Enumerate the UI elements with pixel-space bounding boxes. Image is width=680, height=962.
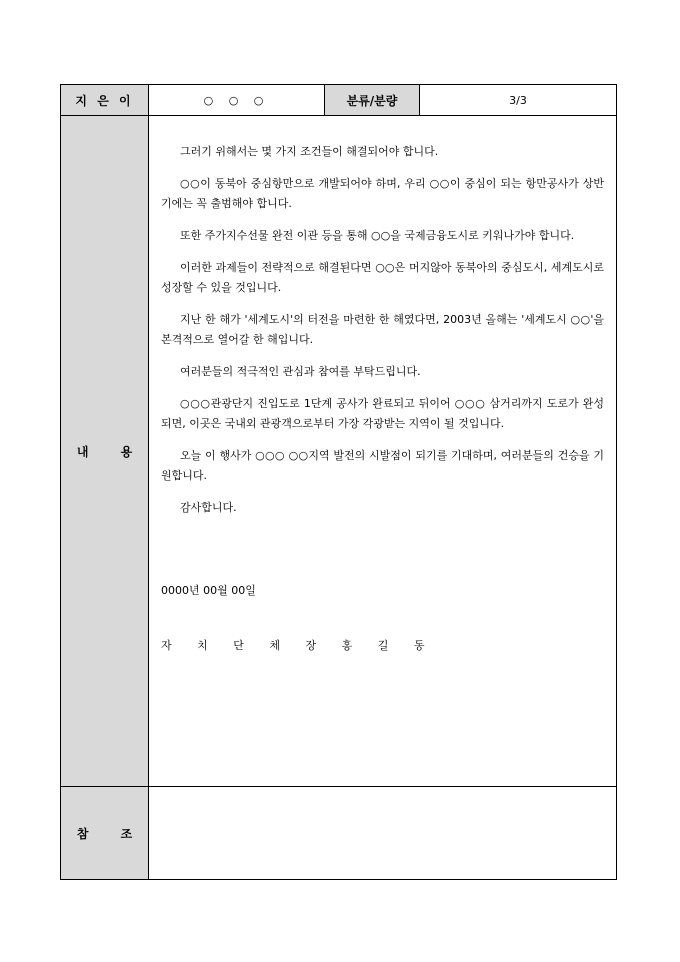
classification-value: 3/3 <box>509 93 527 107</box>
paragraph: 또한 주가지수선물 완전 이관 등을 통해 ○○을 국제금융도시로 키워나가야 합니다. <box>180 229 575 242</box>
reference-row <box>61 787 616 879</box>
signer-name: 자 치 단 체 장 홍 길 동 <box>161 639 436 652</box>
paragraph: 이러한 과제들이 전략적으로 해결된다면 ○○은 머지않아 동북아의 중심도시, 세계도시로 성장할 수 있을 것입니다. <box>161 261 604 294</box>
content-row <box>61 116 616 787</box>
paragraph: ○○이 동북아 중심항만으로 개발되어야 하며, 우리 ○○이 중심이 되는 항만공사가 상반기에는 꼭 출범해야 합니다. <box>161 177 604 210</box>
content-label: 내 용 <box>61 116 149 786</box>
author-label: 지 은 이 <box>61 85 149 115</box>
paragraph: ○○○관광단지 진입도로 1단계 공사가 완료되고 뒤이어 ○○○ 삼거리까지 도로가 완성되면, 이곳은 국내외 관광객으로부터 가장 각광받는 지역이 될 것입니다. <box>161 397 604 430</box>
document-date: 0000년 00월 00일 <box>161 584 256 597</box>
author-value: ○ ○ ○ <box>149 85 325 115</box>
classification-label: 분류/분량 <box>325 85 420 115</box>
paragraph: 감사합니다. <box>180 501 237 514</box>
paragraph: 지난 한 해가 '세계도시'의 터전을 마련한 한 해였다면, 2003년 올해는 '세계도시 ○○'을 본격적으로 열어갈 한 해입니다. <box>161 313 604 346</box>
content-body <box>149 116 616 786</box>
reference-label: 참 조 <box>61 787 149 879</box>
header-row <box>61 85 616 116</box>
document-form <box>60 84 617 880</box>
paragraph: 그러기 위해서는 몇 가지 조건들이 해결되어야 합니다. <box>180 145 439 158</box>
paragraph: 오늘 이 행사가 ○○○ ○○지역 발전의 시발점이 되기를 기대하며, 여러분들의 건승을 기원합니다. <box>161 449 604 482</box>
paragraph: 여러분들의 적극적인 관심과 참여를 부탁드립니다. <box>180 365 421 378</box>
reference-value <box>149 787 616 879</box>
